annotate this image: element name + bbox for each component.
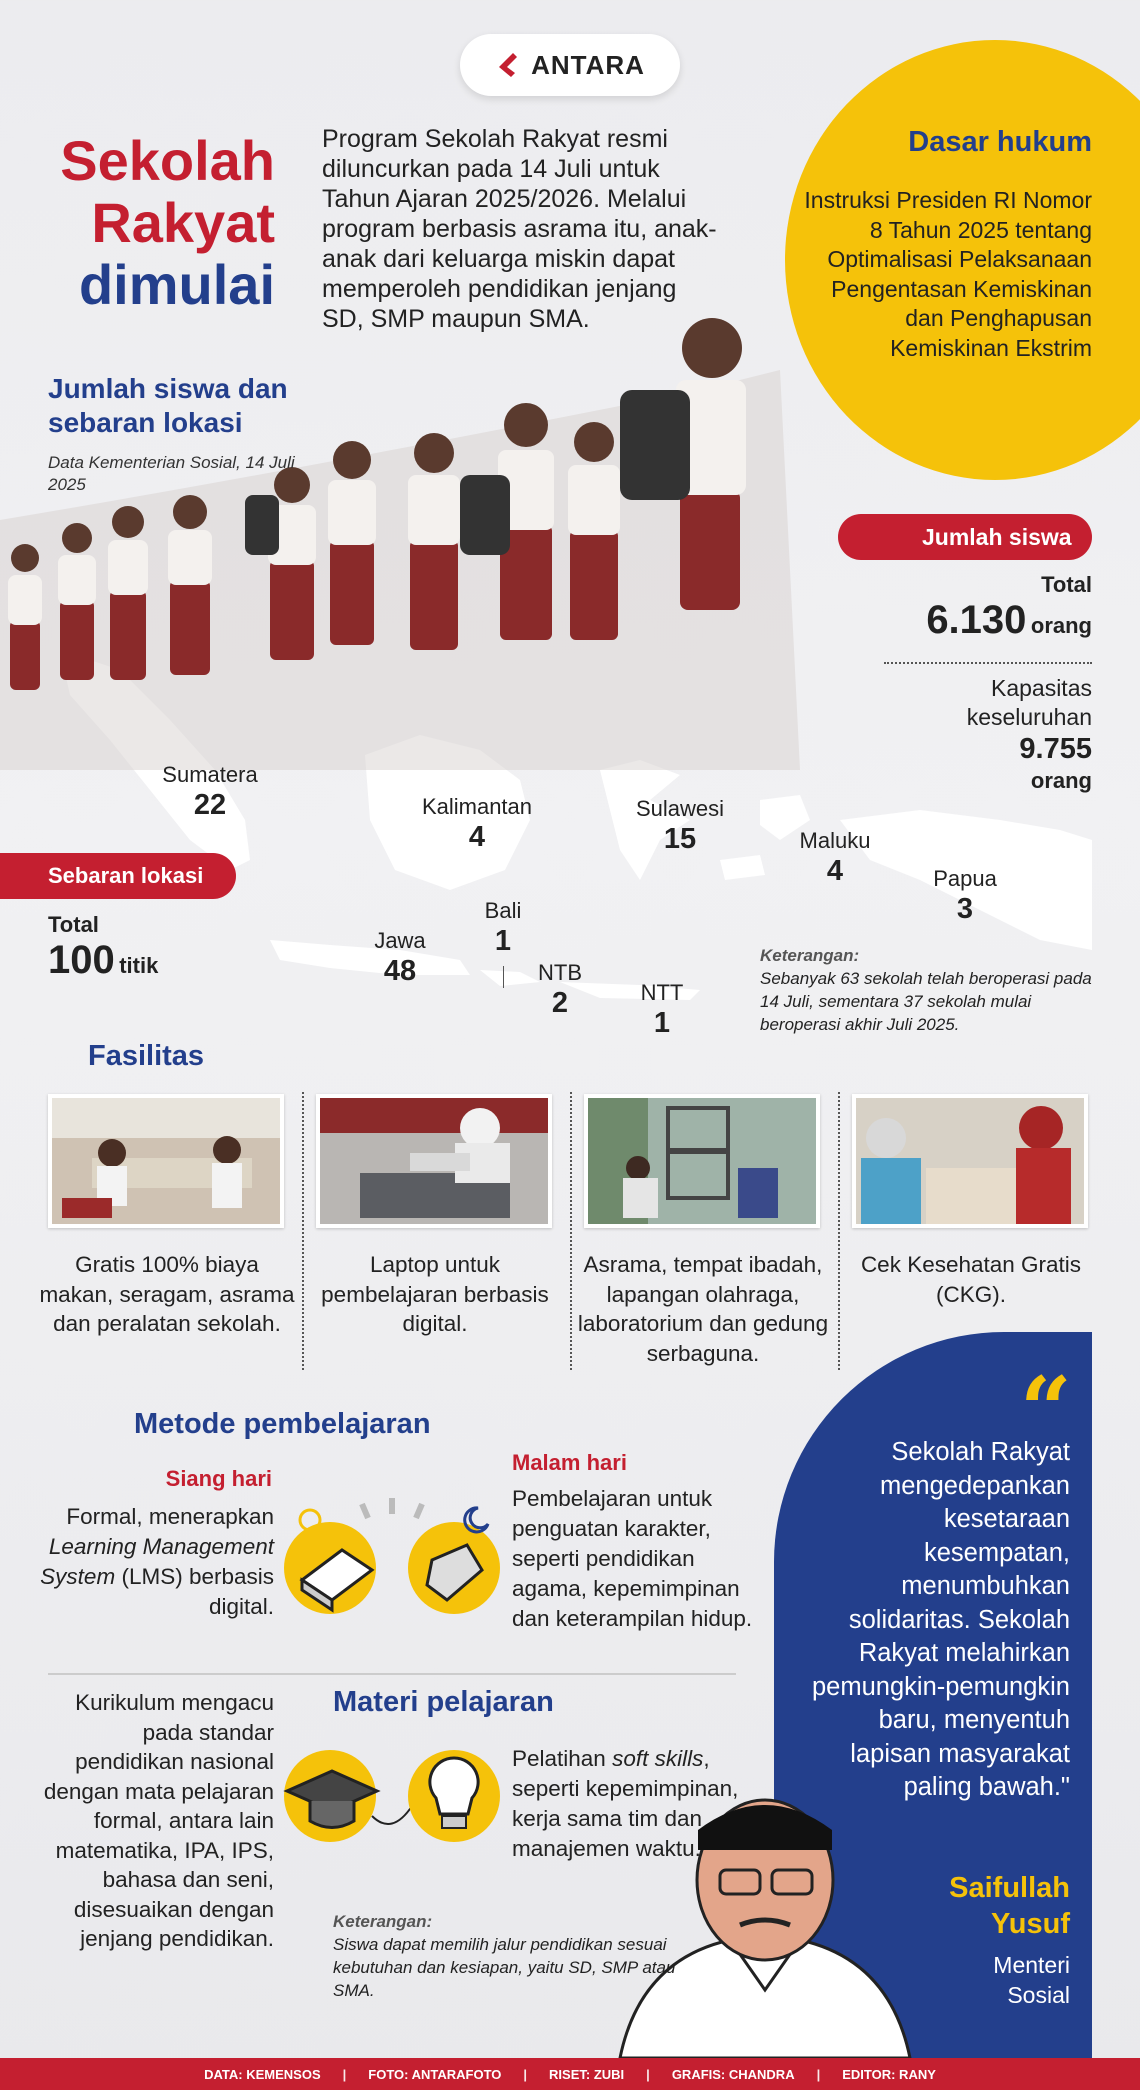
region-sumatera: [140, 762, 280, 822]
region-value: 22: [193, 789, 227, 821]
region-name: Sulawesi: [635, 796, 725, 821]
credit-data: DATA: KEMENSOS: [204, 2066, 321, 2082]
credit-separator: |: [523, 2066, 528, 2082]
students-tab: Jumlah siswa: [838, 514, 1092, 560]
region-papua: [910, 866, 1020, 926]
materials-softskills-text: [512, 1744, 752, 1864]
title-line-2: Rakyat: [91, 191, 275, 254]
quote-role-line-1: Menteri: [993, 1952, 1070, 1978]
distribution-title: Jumlah siswa dan sebaran lokasi: [48, 373, 288, 438]
region-value: 1: [653, 1007, 671, 1039]
facility-photo-health: [852, 1094, 1088, 1228]
credit-research: RISET: ZUBI: [549, 2066, 625, 2082]
materials-curriculum-text: Kurikulum mengacu pada standar pendidikan nasional dengan mata pelajaran formal, antara lain matematika, IPA, IPS, bahasa dan seni, disesuaikan dengan jenjang pendidikan.: [43, 1690, 274, 1951]
region-kalimantan: [400, 794, 554, 854]
credit-photo: FOTO: ANTARAFOTO: [368, 2066, 502, 2082]
title-line-3: dimulai: [78, 253, 275, 316]
facility-caption-2: Laptop untuk pembelajaran berbasis digital.: [321, 1252, 549, 1336]
antara-logo-icon: [495, 50, 525, 80]
students-total-label: Total: [1041, 572, 1092, 597]
quote-role-line-2: Sosial: [1007, 1982, 1070, 2008]
students-walking-photo: [0, 290, 950, 790]
region-name: NTB: [538, 960, 582, 985]
day-night-illustration: [282, 1490, 502, 1630]
students-total-unit: orang: [1030, 613, 1092, 638]
region-name: NTT: [640, 980, 684, 1005]
region-value: 4: [468, 821, 486, 853]
note-title: Keterangan:: [333, 1912, 433, 1931]
day-text: [40, 1502, 274, 1622]
page-title: [30, 130, 275, 316]
night-title: Malam hari: [512, 1450, 627, 1475]
region-name: Maluku: [799, 828, 871, 853]
region-name: Kalimantan: [421, 794, 533, 819]
credit-editor: EDITOR: RANY: [842, 2066, 936, 2082]
credit-separator: |: [646, 2066, 650, 2082]
quote-name-line-2: Yusuf: [991, 1908, 1070, 1940]
region-sulawesi: [620, 796, 740, 856]
facility-photo-laptop: [316, 1094, 552, 1228]
region-name: Bali: [484, 898, 522, 923]
region-bali: [460, 898, 546, 958]
quote-text: Sekolah Rakyat mengedepankan kesetaraan kesempatan, menumbuhkan solidaritas. Sekolah Rakyat melahirkan pemungkin-pemungkin baru, menyentuh lapisan masyarakat paling bawah.": [812, 1438, 1070, 1801]
locations-tab: Sebaran lokasi: [0, 853, 236, 899]
region-name: Papua: [933, 866, 997, 891]
locations-total-unit: titik: [119, 953, 159, 978]
materials-illustration: [282, 1736, 502, 1876]
materials-title: Materi pelajaran: [333, 1686, 554, 1718]
title-line-1: Sekolah: [60, 129, 275, 192]
distribution-source: Data Kementerian Sosial, 14 Juli 2025: [48, 453, 295, 494]
region-value: 3: [956, 893, 974, 925]
locations-total: [48, 938, 158, 983]
note-text: Siswa dapat memilih jalur pendidikan sesuai kebutuhan dan kesiapan, yaitu SD, SMP atau SMA.: [333, 1935, 676, 2000]
note-title: Keterangan:: [760, 946, 860, 965]
region-value: 4: [826, 855, 844, 887]
materials-note: [333, 1910, 693, 2002]
region-value: 15: [663, 823, 697, 855]
region-maluku: [780, 828, 890, 888]
locations-total-value: 100: [48, 938, 115, 982]
region-value: 48: [383, 955, 417, 987]
capacity-unit: orang: [1030, 768, 1092, 793]
bali-pointer-line: [503, 966, 504, 988]
region-jawa: [350, 928, 450, 988]
day-text-3: (LMS) berbasis digital.: [121, 1564, 274, 1619]
lightbulb-icon: [430, 1758, 478, 1814]
region-ntb: [520, 960, 600, 1020]
facility-divider-3: [838, 1092, 840, 1370]
quote-mark: “: [1020, 1357, 1072, 1463]
region-value: 1: [494, 925, 512, 957]
night-text: Pembelajaran untuk penguatan karakter, seperti pendidikan agama, kepemimpinan dan keterampilan hidup.: [512, 1486, 753, 1631]
facility-caption-3: Asrama, tempat ibadah, lapangan olahraga, laboratorium dan gedung serbaguna.: [577, 1252, 829, 1366]
credits-footer: [0, 2058, 1140, 2090]
day-text-2: Learning Management System: [40, 1534, 274, 1589]
day-title: Siang hari: [165, 1466, 272, 1491]
divider: [884, 662, 1092, 664]
day-text-1: Formal, menerapkan: [66, 1504, 274, 1529]
students-total-value: 6.130: [926, 598, 1027, 642]
softskills-text-3: , seperti kepemimpinan, kerja sama tim dan manajemen waktu.: [512, 1746, 739, 1861]
credit-graphics: GRAFIS: CHANDRA: [671, 2066, 795, 2082]
region-value: 2: [551, 987, 569, 1019]
methods-title: Metode pembelajaran: [134, 1408, 431, 1440]
intro-text: Program Sekolah Rakyat resmi diluncurkan pada 14 Juli untuk Tahun Ajaran 2025/2026. Melalui program berbasis asrama itu, anak-anak dari keluarga miskin dapat memperoleh pendidikan jenjang SD, SMP maupun SMA.: [322, 125, 717, 333]
capacity-label: Kapasitas keseluruhan: [966, 675, 1092, 730]
locations-note: [760, 944, 1100, 1036]
softskills-text-1: Pelatihan: [512, 1746, 606, 1771]
facility-photo-dormitory: [584, 1094, 820, 1228]
legal-basis-title: Dasar hukum: [908, 126, 1092, 158]
capacity-block: [900, 674, 1092, 795]
capacity-value: 9.755: [1019, 733, 1092, 765]
facility-photo-meals: [48, 1094, 284, 1228]
facilities-title: Fasilitas: [88, 1040, 205, 1072]
region-ntt: [622, 980, 702, 1040]
softskills-text-2: soft skills: [612, 1746, 704, 1771]
section-divider: [48, 1673, 736, 1675]
students-total: [870, 598, 1092, 643]
legal-basis-text: Instruksi Presiden RI Nomor 8 Tahun 2025 tentang Optimalisasi Pelaksanaan Pengentasan Kemiskinan dan Penghapusan Kemiskinan Ekstrim: [804, 187, 1092, 361]
antara-logo: [460, 34, 680, 96]
credit-separator: |: [342, 2066, 347, 2082]
quote-name-line-1: Saifullah: [949, 1872, 1070, 1904]
moon-icon: [465, 1508, 488, 1532]
credit-separator: |: [816, 2066, 821, 2082]
facility-caption-4: Cek Kesehatan Gratis (CKG).: [860, 1252, 1082, 1307]
locations-total-label: Total: [48, 912, 99, 937]
brand-name: ANTARA: [531, 49, 645, 80]
facility-caption-1: Gratis 100% biaya makan, seragam, asrama dan peralatan sekolah.: [39, 1252, 295, 1336]
region-name: Jawa: [374, 928, 426, 953]
note-text: Sebanyak 63 sekolah telah beroperasi pada 14 Juli, sementara 37 sekolah mulai beroperasi akhir Juli 2025.: [760, 969, 1092, 1034]
region-name: Sumatera: [162, 762, 258, 787]
